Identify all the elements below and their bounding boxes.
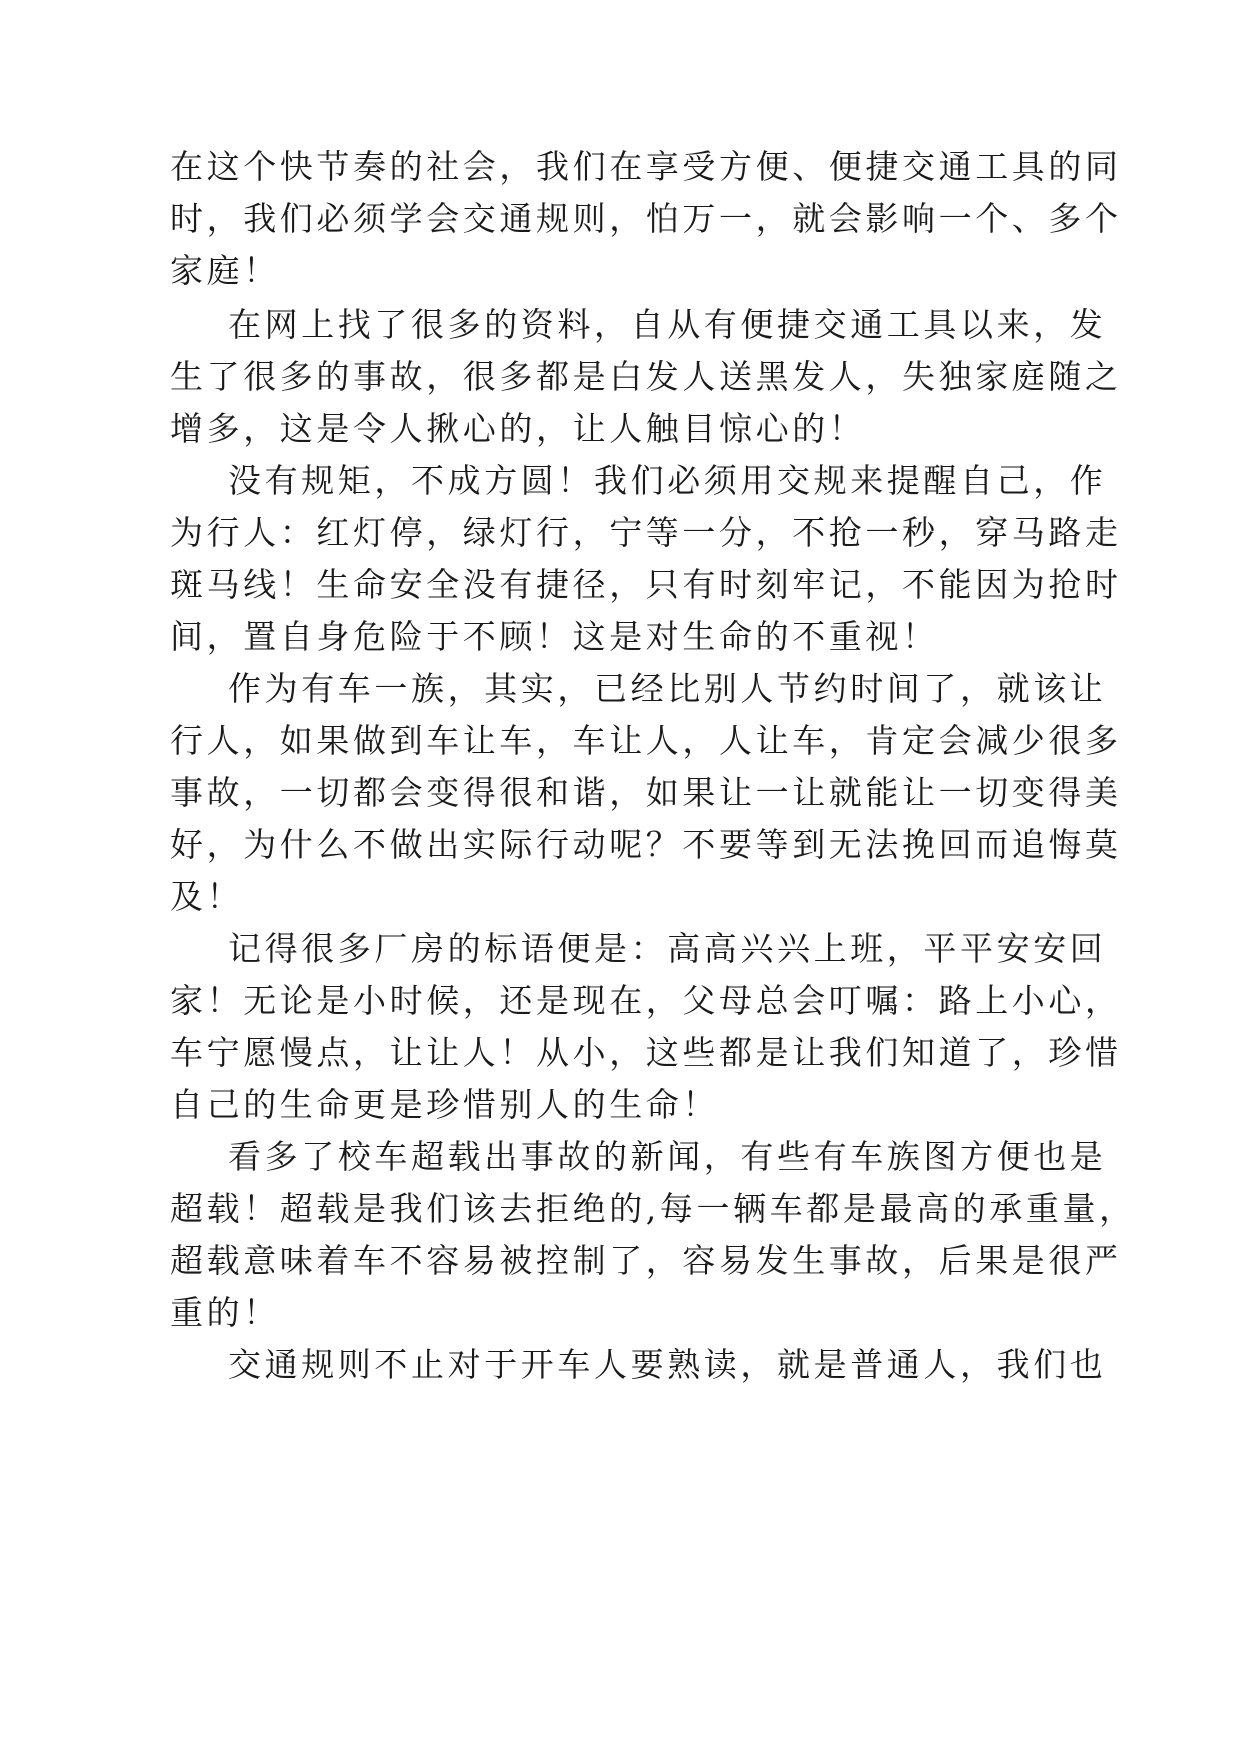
- paragraph-1-line-1: 在这个快节奏的社会，我们在享受方便、便捷交通工具的同: [170, 147, 1122, 186]
- paragraph-7-line-1: 交通规则不止对于开车人要熟读，就是普通人，我们也: [228, 1345, 1107, 1384]
- paragraph-4-line-1: 作为有车一族，其实，已经比别人节约时间了，就该让: [228, 669, 1107, 708]
- paragraph-1-line-3: 家庭！: [170, 251, 280, 290]
- paragraph-4-line-3: 事故，一切都会变得很和谐，如果让一让就能让一切变得美: [170, 773, 1122, 812]
- paragraph-4-line-5: 及！: [170, 877, 244, 916]
- paragraph-2-line-1: 在网上找了很多的资料，自从有便捷交通工具以来，发: [228, 305, 1107, 344]
- paragraph-6-line-3: 超载意味着车不容易被控制了，容易发生事故，后果是很严: [170, 1241, 1122, 1280]
- paragraph-2-line-2: 生了很多的事故，很多都是白发人送黑发人，失独家庭随之: [170, 357, 1122, 396]
- paragraph-5-line-3: 车宁愿慢点，让让人！从小，这些都是让我们知道了，珍惜: [170, 1033, 1122, 1072]
- paragraph-2-line-3: 增多，这是令人揪心的，让人触目惊心的！: [170, 409, 866, 448]
- paragraph-5-line-4: 自己的生命更是珍惜别人的生命！: [170, 1085, 719, 1124]
- paragraph-3-line-1: 没有规矩，不成方圆！我们必须用交规来提醒自己，作: [228, 461, 1107, 500]
- paragraph-4-line-2: 行人，如果做到车让车，车让人，人让车，肯定会减少很多: [170, 721, 1122, 760]
- paragraph-6-line-4: 重的！: [170, 1293, 280, 1332]
- paragraph-4-line-4: 好，为什么不做出实际行动呢？不要等到无法挽回而追悔莫: [170, 825, 1122, 864]
- paragraph-3-line-2: 为行人：红灯停，绿灯行，宁等一分，不抢一秒，穿马路走: [170, 513, 1122, 552]
- paragraph-3-line-3: 斑马线！生命安全没有捷径，只有时刻牢记，不能因为抢时: [170, 565, 1122, 604]
- paragraph-5-line-2: 家！无论是小时候，还是现在，父母总会叮嘱：路上小心，: [170, 981, 1122, 1020]
- paragraph-1-line-2: 时，我们必须学会交通规则，怕万一，就会影响一个、多个: [170, 199, 1122, 238]
- paragraph-5-line-1: 记得很多厂房的标语便是：高高兴兴上班，平平安安回: [228, 929, 1107, 968]
- paragraph-3-line-4: 间，置自身危险于不顾！这是对生命的不重视！: [170, 617, 939, 656]
- paragraph-6-line-2: 超载！超载是我们该去拒绝的,每一辆车都是最高的承重量，: [170, 1189, 1136, 1228]
- paragraph-6-line-1: 看多了校车超载出事故的新闻，有些有车族图方便也是: [228, 1137, 1107, 1176]
